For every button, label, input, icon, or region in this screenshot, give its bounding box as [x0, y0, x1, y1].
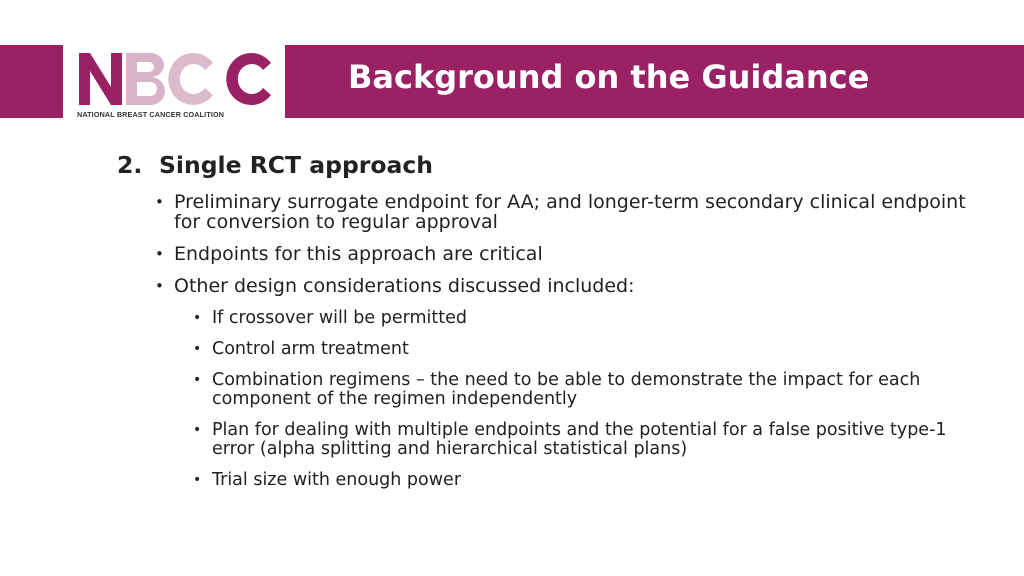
bullet-item — [155, 243, 974, 265]
sub-bullet-text: Control arm treatment — [212, 339, 409, 359]
sub-bullet-text: Trial size with enough power — [212, 470, 462, 490]
section-number: 2. — [117, 151, 143, 179]
section-heading — [117, 151, 433, 179]
sub-bullet-item — [193, 308, 992, 328]
bullet-dot-icon: • — [193, 341, 202, 357]
sub-bullet-text: If crossover will be permitted — [212, 308, 468, 328]
bullet-dot-icon: • — [155, 193, 164, 211]
bullet-dot-icon: • — [155, 245, 164, 263]
sub-bullet-item — [193, 470, 992, 490]
sub-bullet-text: Plan for dealing with multiple endpoints and the potential for a false positive type-1 error (alpha splitting and hierarchical statistical plans) — [212, 420, 947, 459]
bullet-dot-icon: • — [193, 310, 202, 326]
sub-bullet-item — [193, 339, 992, 359]
bullet-text: Other design considerations discussed included: — [174, 275, 635, 297]
bullet-dot-icon: • — [193, 422, 202, 438]
bullet-dot-icon: • — [193, 372, 202, 388]
logo-subtitle: NATIONAL BREAST CANCER COALITION — [77, 110, 225, 119]
nbcc-logo-mark-icon — [63, 45, 285, 118]
sub-bullet-item — [193, 420, 992, 459]
section-title: Single RCT approach — [159, 151, 434, 179]
sub-bullet-item — [193, 370, 992, 409]
bullet-item — [155, 191, 974, 233]
sub-bullet-text: Combination regimens – the need to be able to demonstrate the impact for each component of the regimen independently — [212, 370, 921, 409]
bullet-item — [155, 275, 974, 297]
bullet-text: Preliminary surrogate endpoint for AA; and longer-term secondary clinical endpoint for conversion to regular approval — [174, 191, 966, 233]
bullet-text: Endpoints for this approach are critical — [174, 243, 543, 265]
bullet-dot-icon: • — [155, 277, 164, 295]
bullet-dot-icon: • — [193, 472, 202, 488]
nbcc-logo — [63, 45, 285, 118]
slide-title: Background on the Guidance — [348, 58, 870, 96]
